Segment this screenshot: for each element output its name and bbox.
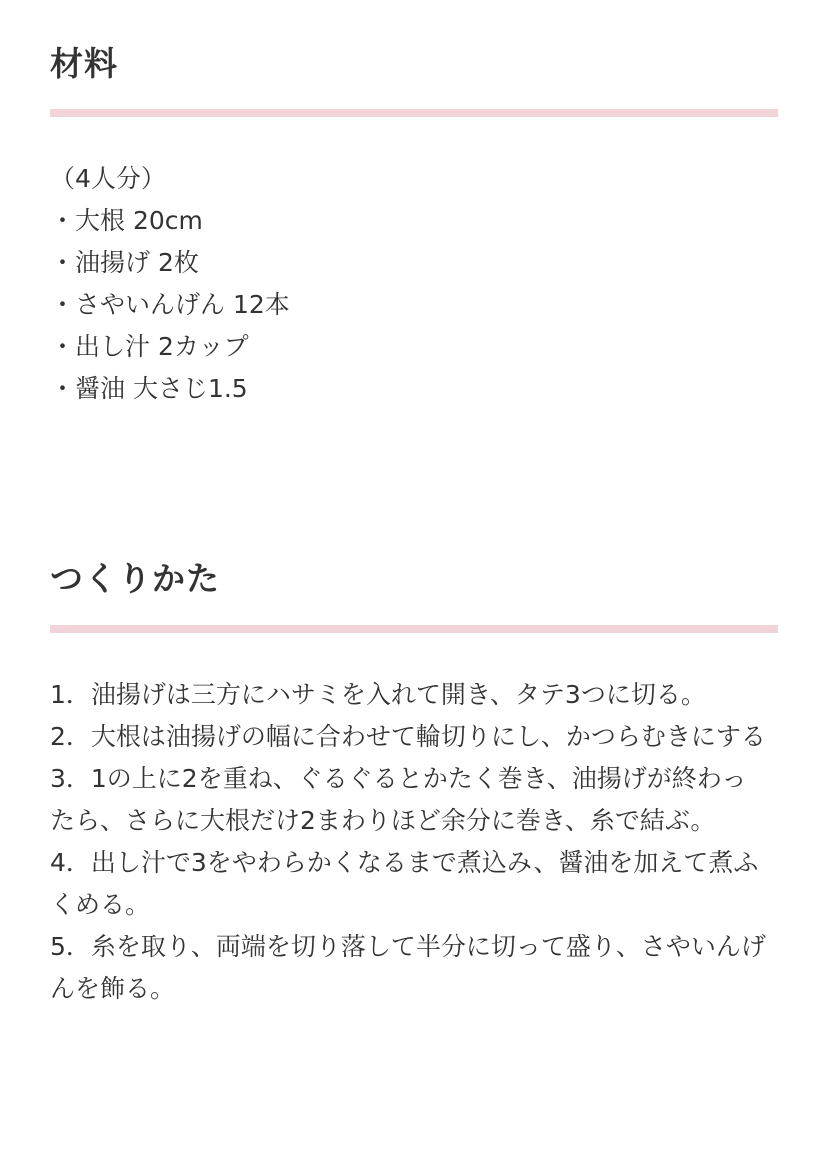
method-divider	[50, 625, 778, 633]
materials-rule	[50, 109, 778, 117]
method-heading: つくりかた	[50, 559, 220, 598]
ingredient-item: ・醤油 大さじ1.5	[50, 374, 248, 403]
step-item: 5．糸を取り、両端を切り落して半分に切って盛り、さやいんげんを飾る。	[50, 932, 766, 1003]
ingredient-item: ・大根 20cm	[50, 206, 203, 235]
ingredient-item: ・さやいんげん 12本	[50, 290, 290, 319]
materials-heading: 材料	[50, 44, 118, 83]
materials-divider	[50, 109, 778, 117]
ingredients-list	[50, 158, 778, 410]
step-item: 1．油揚げは三方にハサミを入れて開き、タテ3つに切る。	[50, 680, 706, 709]
ingredient-item: ・油揚げ 2枚	[50, 248, 199, 277]
ingredient-item: ・出し汁 2カップ	[50, 332, 249, 361]
steps-list	[50, 674, 766, 1010]
step-item: 3．1の上に2を重ね、ぐるぐるとかたく巻き、油揚げが終わったら、さらに大根だけ2まわりほど余分に巻き、糸で結ぶ。	[50, 764, 747, 835]
materials-section	[50, 44, 778, 84]
method-section	[50, 559, 778, 599]
servings-text: （4人分）	[50, 164, 166, 193]
step-item: 2．大根は油揚げの幅に合わせて輪切りにし、かつらむきにする	[50, 722, 766, 751]
method-rule	[50, 625, 778, 633]
step-item: 4．出し汁で3をやわらかくなるまで煮込み、醤油を加えて煮ふくめる。	[50, 848, 759, 919]
